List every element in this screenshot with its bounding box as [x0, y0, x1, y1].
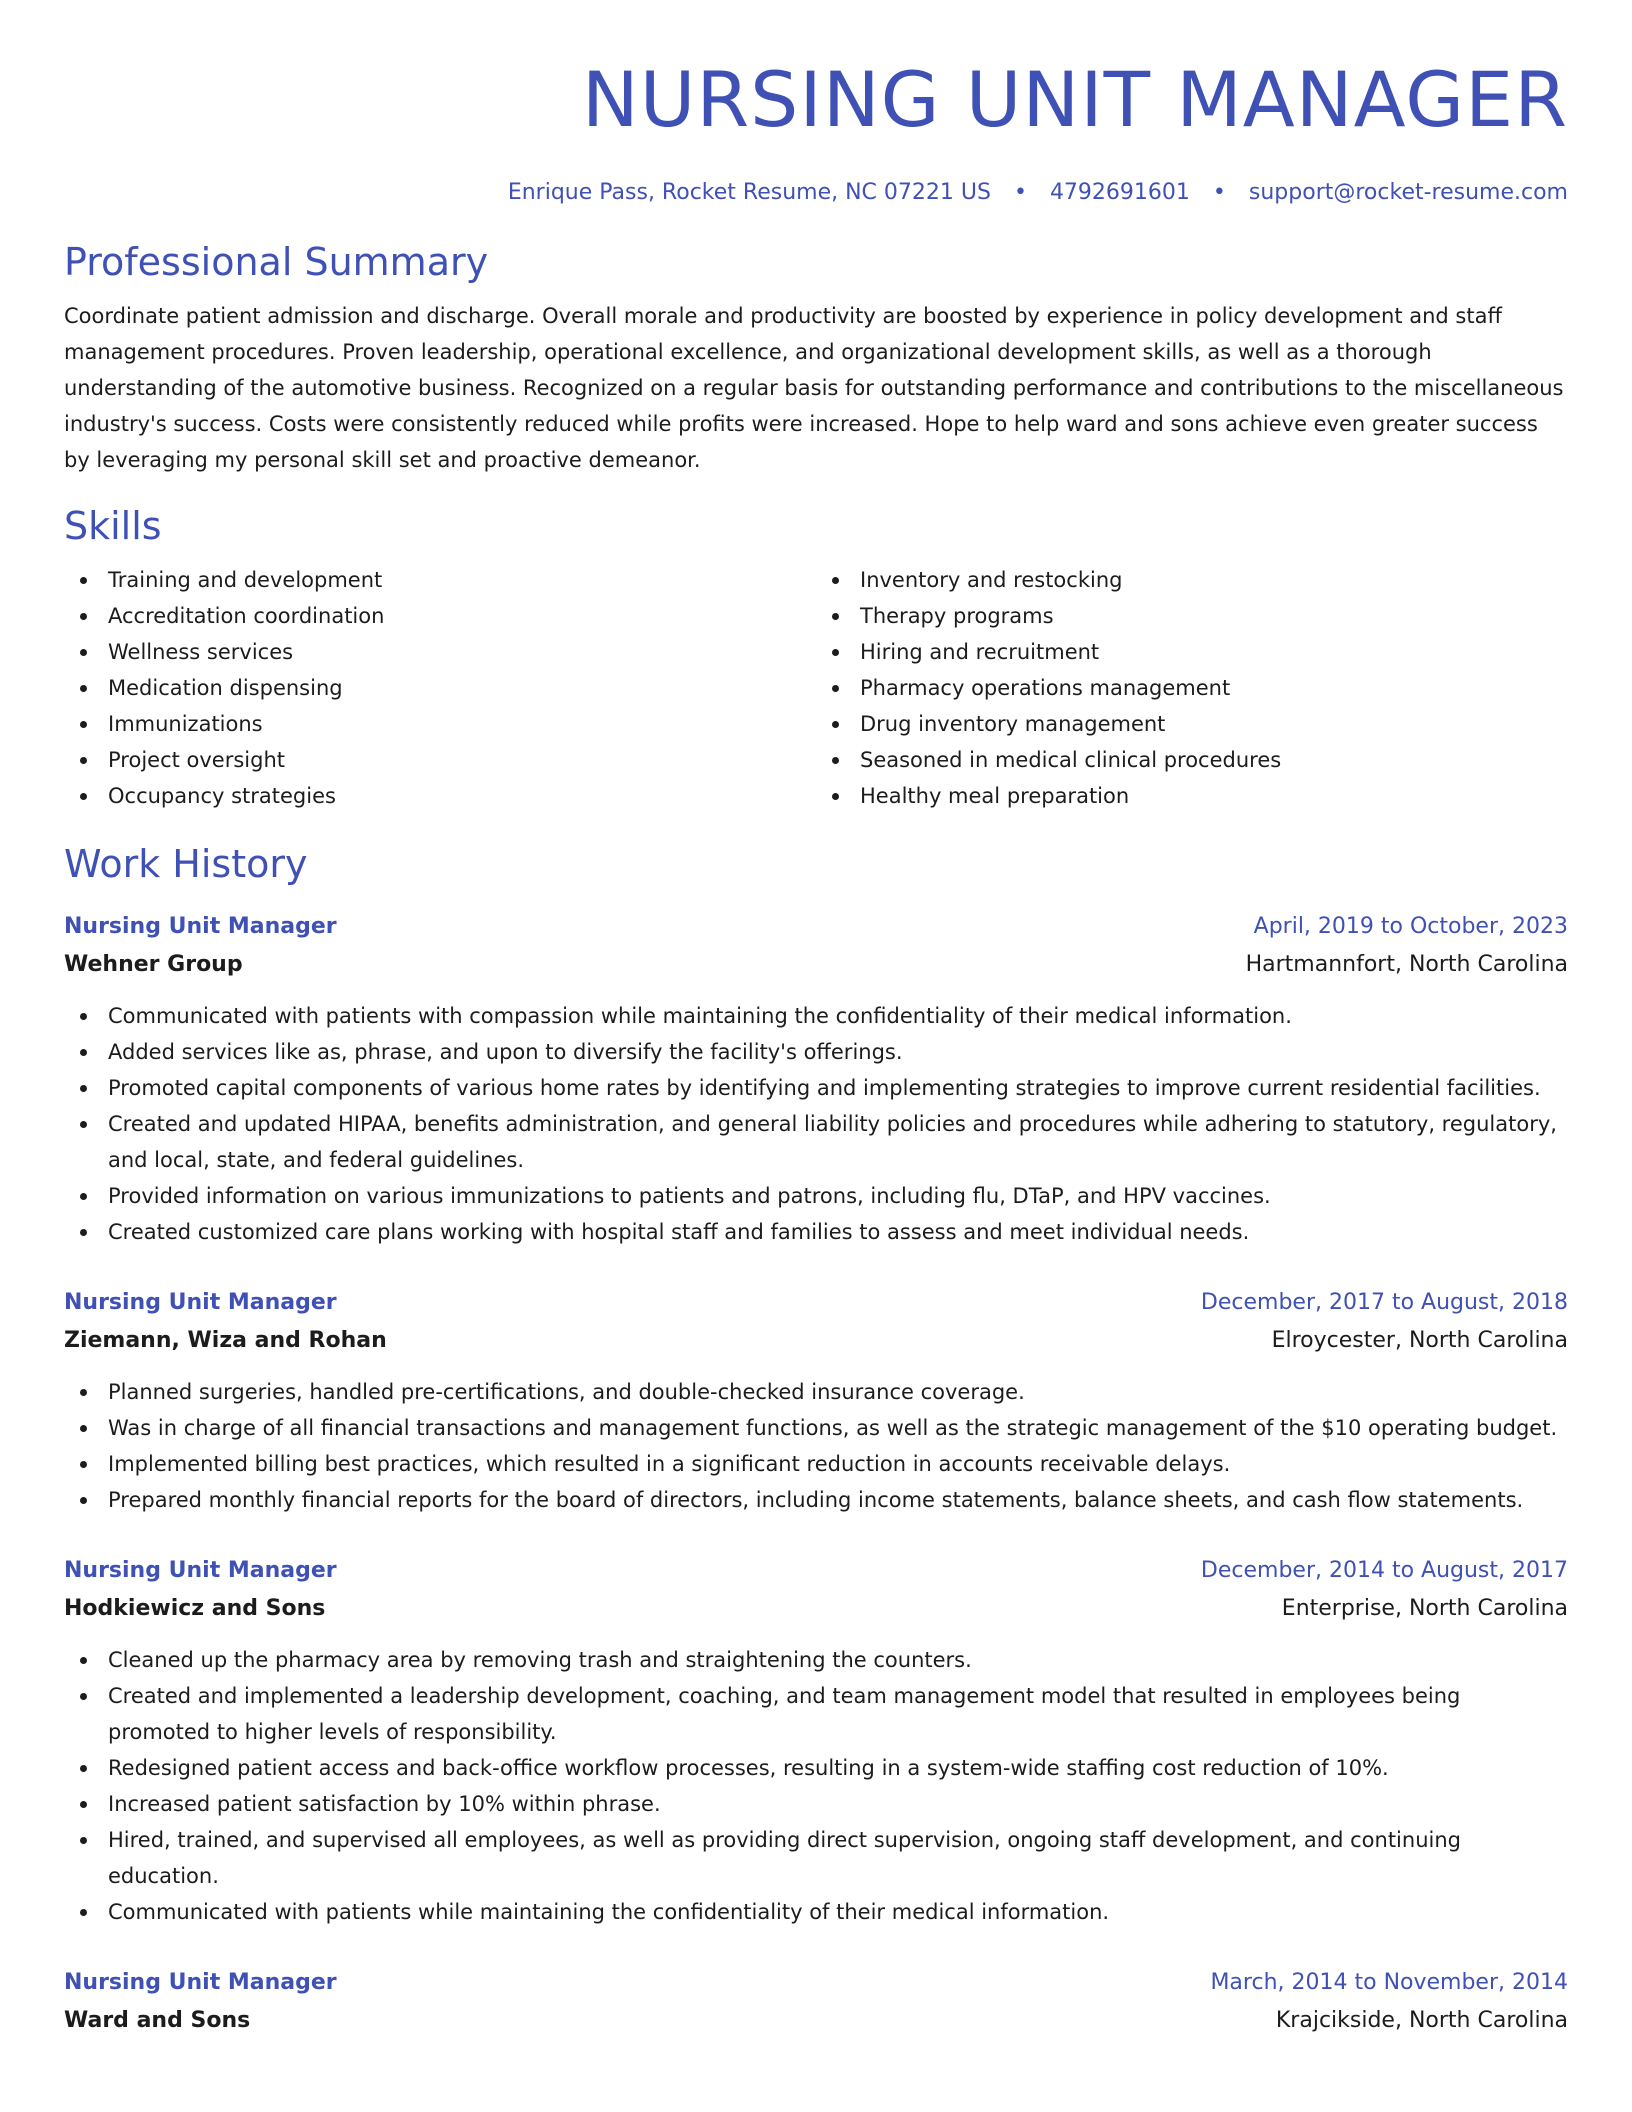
job-bullet: Provided information on various immunizations to patients and patrons, including flu, DTaP, and HPV vaccines. — [64, 1178, 1568, 1214]
job-bullet: Promoted capital components of various home rates by identifying and implementing strategies to improve current residential facilities. — [64, 1070, 1568, 1106]
skill-item: Training and development — [64, 562, 816, 598]
section-title-summary: Professional Summary — [64, 240, 489, 284]
job-dates: December, 2014 to August, 2017 — [1200, 1558, 1568, 1583]
job-bullet: Cleaned up the pharmacy area by removing trash and straightening the counters. — [64, 1642, 1568, 1678]
job-entry — [64, 1552, 1568, 1930]
work-history-section — [64, 840, 1568, 2040]
skill-item: Pharmacy operations management — [816, 670, 1568, 706]
job-title: Nursing Unit Manager — [64, 1558, 337, 1583]
job-entry — [64, 1964, 1568, 2040]
job-bullet: Added services like as, phrase, and upon to diversify the facility's offerings. — [64, 1034, 1568, 1070]
summary-text: Coordinate patient admission and discharge. Overall morale and productivity are boosted by experience in policy development and staff management procedures. Proven leadership, operational excellence, and organizational development skills, as well as a thorough understanding of the automotive business. Recognized on a regular basis for outstanding performance and contributions to the miscellaneous industry's success. Costs were consistently reduced while profits were increased. Hope to help ward and sons achieve even greater success by leveraging my personal skill set and proactive demeanor. — [64, 304, 1564, 472]
job-bullet: Communicated with patients while maintaining the confidentiality of their medical information. — [64, 1894, 1568, 1930]
job-bullet: Prepared monthly financial reports for the board of directors, including income statements, balance sheets, and cash flow statements. — [64, 1482, 1568, 1518]
skill-item: Project oversight — [64, 742, 816, 778]
job-company: Ward and Sons — [64, 2008, 251, 2033]
job-dates: March, 2014 to November, 2014 — [1210, 1970, 1568, 1995]
job-bullet: Hired, trained, and supervised all employees, as well as providing direct supervision, ongoing staff development, and continuing education. — [64, 1822, 1568, 1894]
job-company-row — [64, 2002, 1568, 2040]
contact-separator: • — [1212, 180, 1226, 205]
skills-list-left — [64, 562, 816, 814]
skills-list-right — [816, 562, 1568, 814]
job-title: Nursing Unit Manager — [64, 1970, 337, 1995]
job-location: Elroycester, North Carolina — [1271, 1328, 1568, 1353]
job-company: Ziemann, Wiza and Rohan — [64, 1328, 387, 1353]
job-entry — [64, 908, 1568, 1250]
skill-item: Occupancy strategies — [64, 778, 816, 814]
job-dates: April, 2019 to October, 2023 — [1253, 914, 1568, 939]
contact-address: Enrique Pass, Rocket Resume, NC 07221 US — [507, 180, 991, 205]
job-title: Nursing Unit Manager — [64, 1290, 337, 1315]
skill-item: Therapy programs — [816, 598, 1568, 634]
resume-name: NURSING UNIT MANAGER — [581, 55, 1568, 144]
job-company: Wehner Group — [64, 952, 243, 977]
skill-item: Immunizations — [64, 706, 816, 742]
job-header-row — [64, 908, 1568, 946]
job-bullets — [64, 1374, 1568, 1518]
job-company-row — [64, 1322, 1568, 1360]
job-header-row — [64, 1552, 1568, 1590]
job-location: Enterprise, North Carolina — [1281, 1596, 1568, 1621]
job-bullet: Communicated with patients with compassion while maintaining the confidentiality of their medical information. — [64, 998, 1568, 1034]
skill-item: Wellness services — [64, 634, 816, 670]
skill-item: Seasoned in medical clinical procedures — [816, 742, 1568, 778]
contact-line — [64, 178, 1568, 208]
job-bullet: Increased patient satisfaction by 10% within phrase. — [64, 1786, 1568, 1822]
job-entry — [64, 1284, 1568, 1518]
job-location: Hartmannfort, North Carolina — [1245, 952, 1568, 977]
job-bullet: Was in charge of all financial transactions and management functions, as well as the strategic management of the $10 operating budget. — [64, 1410, 1568, 1446]
job-company-row — [64, 1590, 1568, 1628]
job-dates: December, 2017 to August, 2018 — [1200, 1290, 1568, 1315]
job-location: Krajcikside, North Carolina — [1275, 2008, 1568, 2033]
contact-email: support@rocket-resume.com — [1248, 180, 1568, 205]
job-bullet: Created and updated HIPAA, benefits administration, and general liability policies and procedures while adhering to statutory, regulatory, and local, state, and federal guidelines. — [64, 1106, 1568, 1178]
job-bullet: Redesigned patient access and back-office workflow processes, resulting in a system-wide staffing cost reduction of 10%. — [64, 1750, 1568, 1786]
professional-summary-section — [64, 238, 1568, 478]
skill-item: Inventory and restocking — [816, 562, 1568, 598]
job-bullet: Created customized care plans working with hospital staff and families to assess and meet individual needs. — [64, 1214, 1568, 1250]
skill-item: Drug inventory management — [816, 706, 1568, 742]
job-bullet: Implemented billing best practices, which resulted in a significant reduction in accounts receivable delays. — [64, 1446, 1568, 1482]
contact-separator: • — [1013, 180, 1027, 205]
skill-item: Hiring and recruitment — [816, 634, 1568, 670]
job-bullets — [64, 998, 1568, 1250]
job-bullet: Planned surgeries, handled pre-certifications, and double-checked insurance coverage. — [64, 1374, 1568, 1410]
skill-item: Medication dispensing — [64, 670, 816, 706]
job-company: Hodkiewicz and Sons — [64, 1596, 326, 1621]
skills-section — [64, 502, 1568, 814]
job-bullets — [64, 1642, 1568, 1930]
skill-item: Accreditation coordination — [64, 598, 816, 634]
job-company-row — [64, 946, 1568, 984]
skills-grid — [64, 562, 1568, 814]
resume-header — [64, 52, 1568, 208]
job-title: Nursing Unit Manager — [64, 914, 337, 939]
section-title-work-history: Work History — [64, 842, 308, 886]
contact-phone: 4792691601 — [1049, 180, 1190, 205]
job-header-row — [64, 1284, 1568, 1322]
job-bullet: Created and implemented a leadership development, coaching, and team management model that resulted in employees being promoted to higher levels of responsibility. — [64, 1678, 1568, 1750]
skill-item: Healthy meal preparation — [816, 778, 1568, 814]
job-header-row — [64, 1964, 1568, 2002]
section-title-skills: Skills — [64, 504, 162, 548]
